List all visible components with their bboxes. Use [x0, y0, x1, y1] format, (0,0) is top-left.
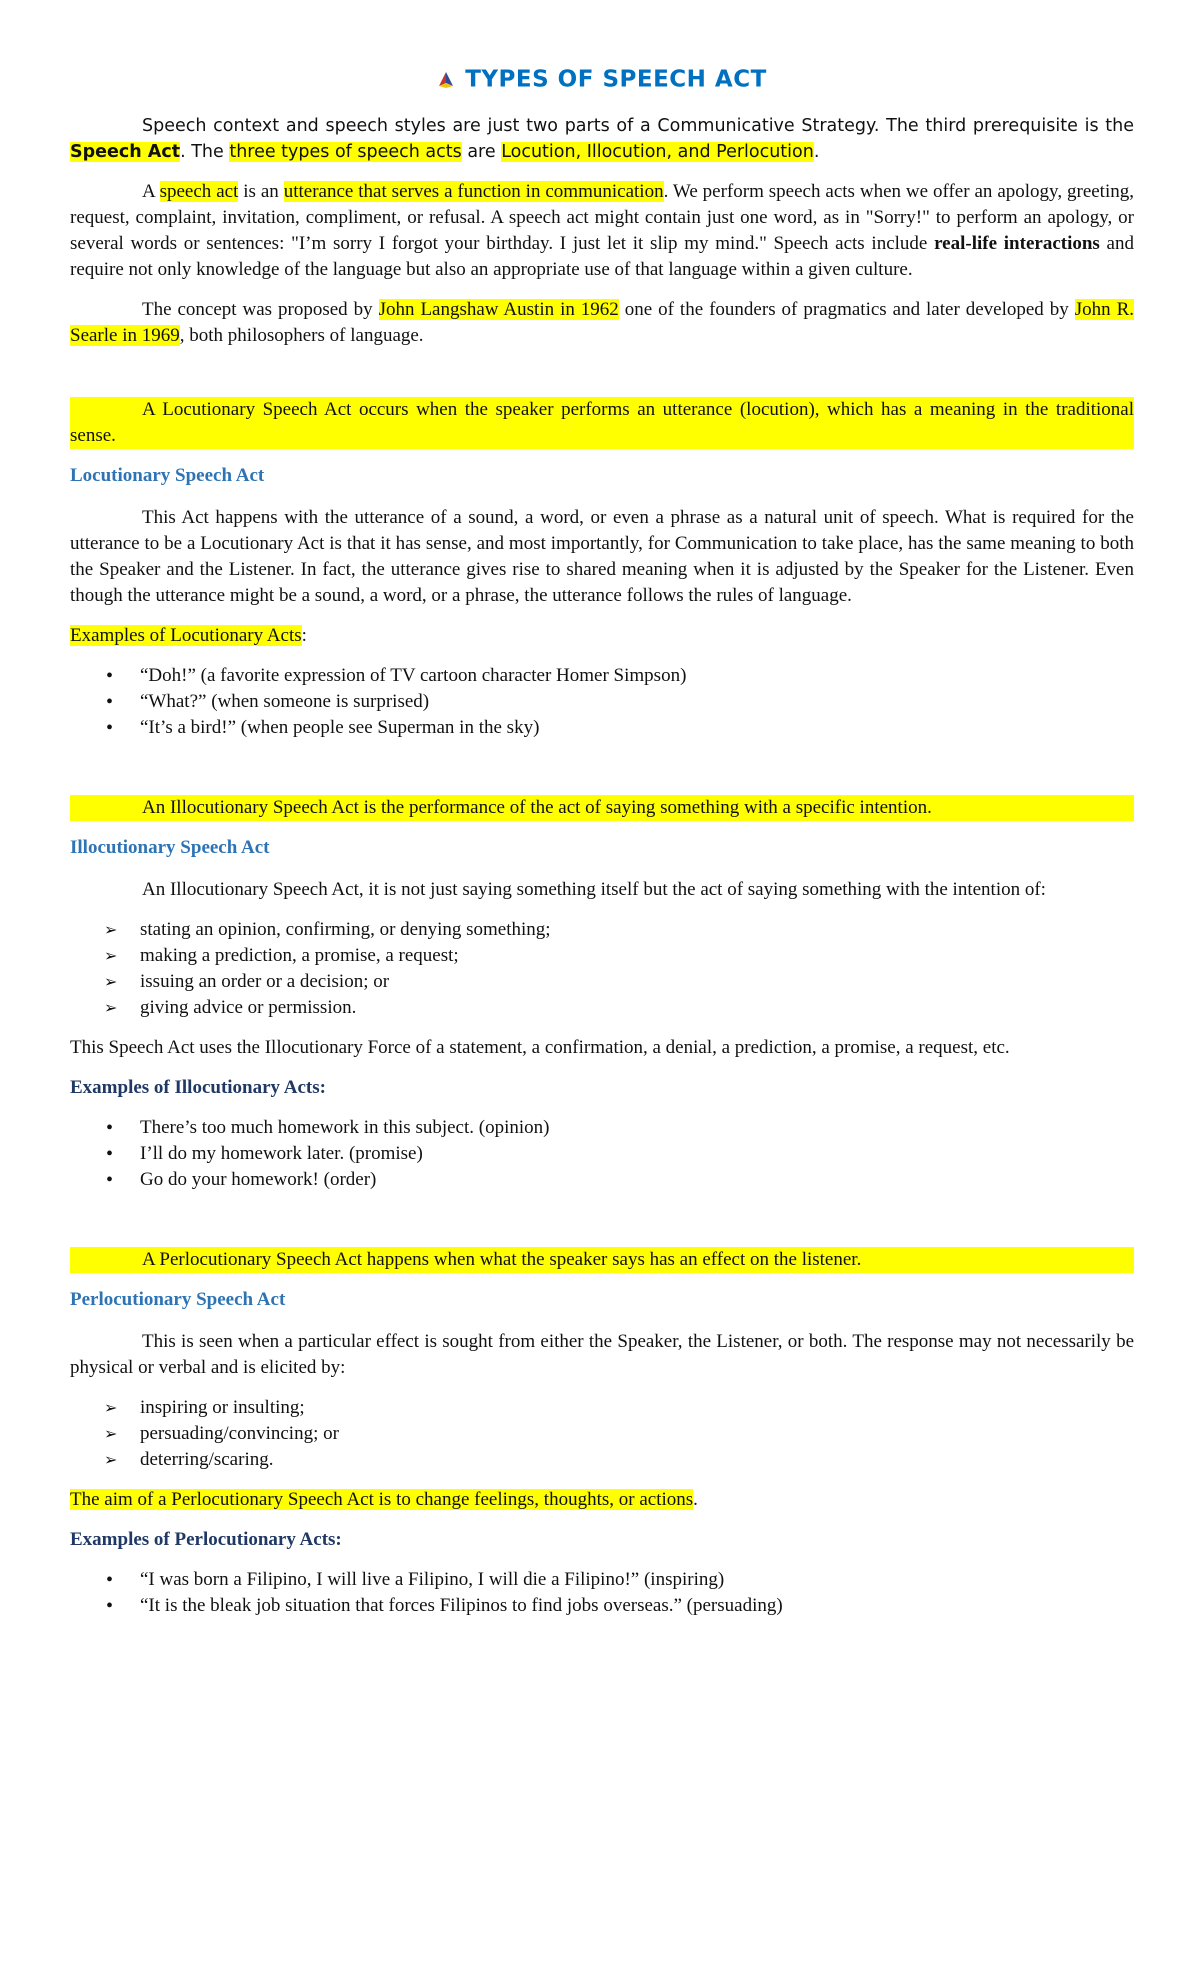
perlocutionary-heading: Perlocutionary Speech Act — [70, 1288, 286, 1310]
highlight: John R. Searle in 1969 — [70, 298, 1134, 346]
highlight: The aim of a Perlocutionary Speech Act is to change feelings, thoughts, or actions — [70, 1488, 694, 1510]
list-item: ➢ inspiring or insulting; — [70, 1395, 1134, 1421]
list-item: ➢ giving advice or permission. — [70, 995, 1134, 1021]
list-item: • “It is the bleak job situation that forces Filipinos to find jobs overseas.” (persuading) — [70, 1593, 1134, 1619]
list-item: ➢ issuing an order or a decision; or — [70, 969, 1134, 995]
highlight: speech act — [159, 180, 239, 202]
locutionary-heading: Locutionary Speech Act — [70, 464, 265, 486]
list-item: ➢ persuading/convincing; or — [70, 1421, 1134, 1447]
illocutionary-body: An Illocutionary Speech Act, it is not just saying something itself but the act of saying something with the intention of: — [142, 878, 1046, 900]
title-row — [70, 66, 1134, 93]
perlocutionary-aim: The aim of a Perlocutionary Speech Act is to change feelings, thoughts, or actions. — [70, 1488, 698, 1510]
locutionary-body: This Act happens with the utterance of a sound, a word, or even a phrase as a natural unit of speech. What is required for the utterance to be a Locutionary Act is that it has sense, and most importantly, for Communication to take place, has the same meaning to both the Speaker and the Listener. In fact, the utterance gives rise to shared meaning when it is adjusted by the Speaker for the Listener. Even though the utterance might be a sound, a word, or a phrase, the utterance follows the rules of language. — [70, 506, 1134, 606]
document-page — [70, 66, 1134, 1633]
perlocutionary-effects-list — [70, 1395, 1134, 1473]
illocutionary-heading: Illocutionary Speech Act — [70, 836, 270, 858]
intro-paragraph-3: The concept was proposed by John Langshaw Austin in 1962 one of the founders of pragmatics and later developed by John R. Searle in 1969, both philosophers of language. — [70, 298, 1134, 346]
list-item: • Go do your homework! (order) — [70, 1167, 1134, 1193]
illocutionary-examples-list — [70, 1115, 1134, 1193]
pyramid-icon — [437, 71, 455, 89]
list-item: • I’ll do my homework later. (promise) — [70, 1141, 1134, 1167]
page-title: TYPES OF SPEECH ACT — [465, 66, 767, 93]
list-item: • “It’s a bird!” (when people see Superman in the sky) — [70, 715, 1134, 741]
highlight: Speech Act — [70, 141, 181, 162]
list-item: ➢ making a prediction, a promise, a request; — [70, 943, 1134, 969]
highlight: Examples of Locutionary Acts — [70, 624, 302, 646]
list-item: • There’s too much homework in this subject. (opinion) — [70, 1115, 1134, 1141]
list-item: • “What?” (when someone is surprised) — [70, 689, 1134, 715]
perlocutionary-examples-list — [70, 1567, 1134, 1619]
list-item: ➢ stating an opinion, confirming, or denying something; — [70, 917, 1134, 943]
highlight: John Langshaw Austin in 1962 — [378, 298, 619, 320]
locutionary-examples-list — [70, 663, 1134, 741]
illocutionary-intentions-list — [70, 917, 1134, 1021]
list-item: ➢ deterring/scaring. — [70, 1447, 1134, 1473]
perlocutionary-examples-heading: Examples of Perlocutionary Acts: — [70, 1528, 342, 1550]
perlocutionary-body: This is seen when a particular effect is sought from either the Speaker, the Listener, or both. The response may not necessarily be physical or verbal and is elicited by: — [70, 1330, 1134, 1378]
list-item: • “I was born a Filipino, I will live a Filipino, I will die a Filipino!” (inspiring) — [70, 1567, 1134, 1593]
highlight: Locution, Illocution, and Perlocution — [501, 141, 814, 162]
perlocutionary-definition-band: A Perlocutionary Speech Act happens when what the speaker says has an effect on the listener. — [70, 1247, 1134, 1273]
locutionary-examples-label: Examples of Locutionary Acts: — [70, 624, 307, 646]
list-item: • “Doh!” (a favorite expression of TV cartoon character Homer Simpson) — [70, 663, 1134, 689]
highlight: three types of speech acts — [229, 141, 462, 162]
intro-paragraph-1: Speech context and speech styles are just two parts of a Communicative Strategy. The third prerequisite is the Speech Act. The three types of speech acts are Locution, Illocution, and Perlocution. — [70, 115, 1134, 162]
locutionary-definition-band: A Locutionary Speech Act occurs when the speaker performs an utterance (locution), which has a meaning in the traditional sense. — [70, 397, 1134, 449]
illocutionary-definition-band: An Illocutionary Speech Act is the performance of the act of saying something with a specific intention. — [70, 795, 1134, 821]
intro-paragraph-2: A speech act is an utterance that serves a function in communication. We perform speech acts when we offer an apology, greeting, request, complaint, invitation, compliment, or refusal. A speech act might contain just one word, as in "Sorry!" to perform an apology, or several words or sentences: "I’m sorry I forgot your birthday. I just let it slip my mind." Speech acts include real-life interactions and require not only knowledge of the language but also an appropriate use of that language within a given culture. — [70, 180, 1134, 280]
illocutionary-force: This Speech Act uses the Illocutionary Force of a statement, a confirmation, a denial, a prediction, a promise, a request, etc. — [70, 1036, 1010, 1058]
illocutionary-examples-heading: Examples of Illocutionary Acts: — [70, 1076, 326, 1098]
highlight: utterance that serves a function in communication — [283, 180, 664, 202]
